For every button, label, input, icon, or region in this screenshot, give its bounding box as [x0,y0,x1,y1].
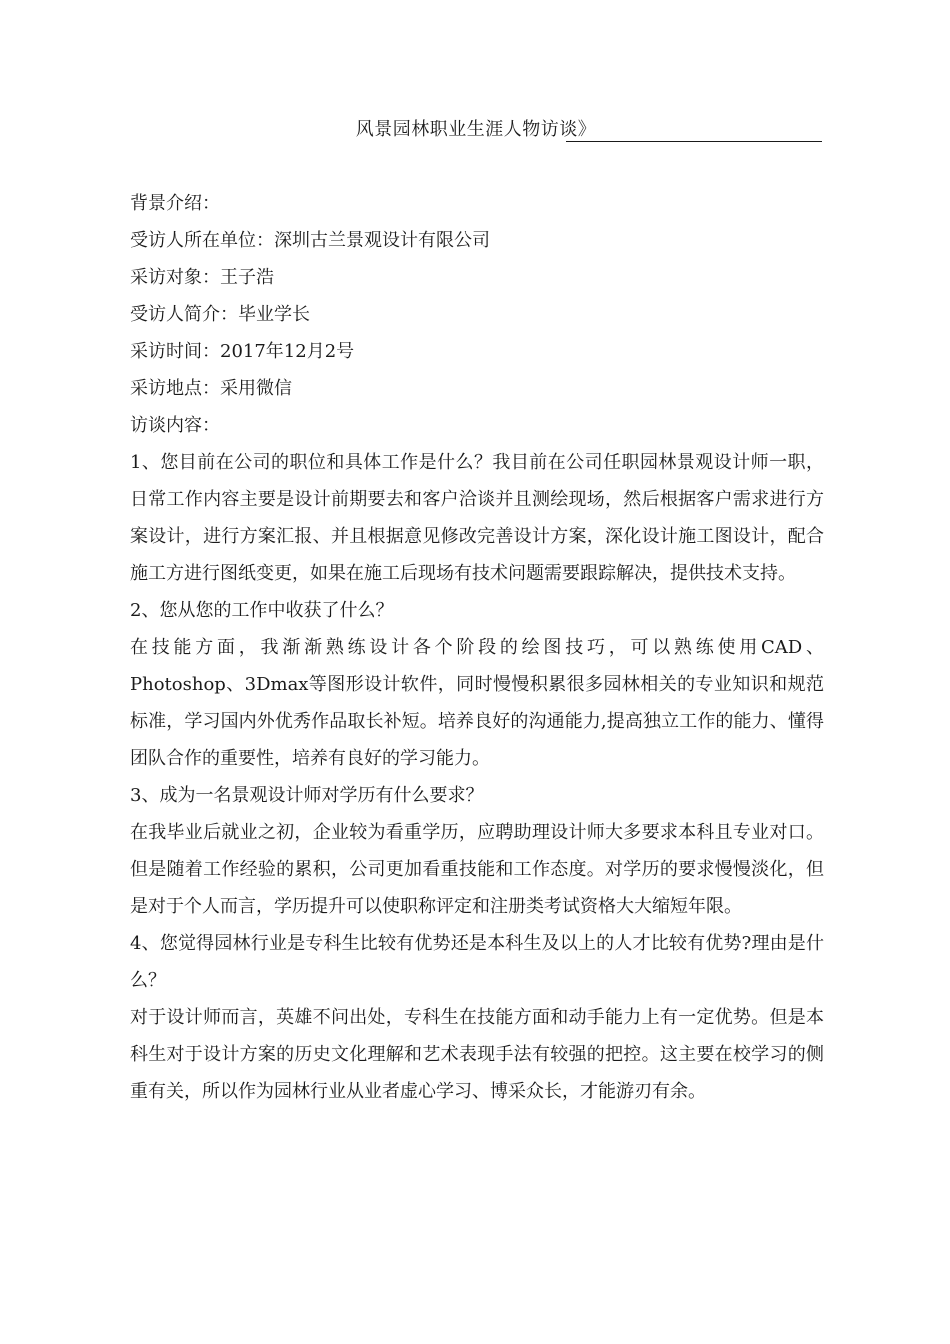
paragraph-interviewee-unit: 受访人所在单位：深圳古兰景观设计有限公司 [130,230,490,251]
paragraph-interviewee-name: 采访对象：王子浩 [130,267,274,288]
paragraph-content-heading: 访谈内容： [130,415,220,436]
paragraph-interviewee-profile: 受访人简介：毕业学长 [130,304,310,325]
paragraph-question-1: 1、您目前在公司的职位和具体工作是什么？我目前在公司任职园林景观设计师一职，日常工作内容主要是设计前期要去和客户洽谈并且测绘现场，然后根据客户需求进行方案设计，进行方案汇报、并且根据意见修改完善设计方案，深化设计施工图设计，配合施工方进行图纸变更，如果在施工后现场有技术问题需要跟踪解决，提供技术支持。 [130,452,824,584]
title-underline [566,141,822,142]
document-body [130,185,824,1110]
paragraph-background-heading: 背景介绍： [130,193,220,214]
paragraph-question-3: 3、成为一名景观设计师对学历有什么要求？ [130,785,484,806]
title-block [130,118,822,142]
document-title: 风景园林职业生涯人物访谈》 [355,119,597,140]
paragraph-interview-time: 采访时间：2017年12月2号 [130,341,355,362]
paragraph-answer-2: 在技能方面，我渐渐熟练设计各个阶段的绘图技巧，可以熟练使用CAD、Photoshop、3Dmax等图形设计软件，同时慢慢积累很多园林相关的专业知识和规范标准，学习国内外优秀作品取长补短。培养良好的沟通能力,提高独立工作的能力、懂得团队合作的重要性，培养有良好的学习能力。 [130,637,824,769]
paragraph-interview-place: 采访地点：采用微信 [130,378,292,399]
paragraph-question-2: 2、您从您的工作中收获了什么？ [130,600,394,621]
paragraph-answer-3: 在我毕业后就业之初，企业较为看重学历，应聘助理设计师大多要求本科且专业对口。但是随着工作经验的累积，公司更加看重技能和工作态度。对学历的要求慢慢淡化，但是对于个人而言，学历提升可以使职称评定和注册类考试资格大大缩短年限。 [130,822,824,917]
paragraph-question-4: 4、您觉得园林行业是专科生比较有优势还是本科生及以上的人才比较有优势?理由是什么？ [130,933,824,991]
paragraph-answer-4: 对于设计师而言，英雄不问出处，专科生在技能方面和动手能力上有一定优势。但是本科生对于设计方案的历史文化理解和艺术表现手法有较强的把控。这主要在校学习的侧重有关，所以作为园林行业从业者虚心学习、博采众长，才能游刃有余。 [130,1007,824,1102]
